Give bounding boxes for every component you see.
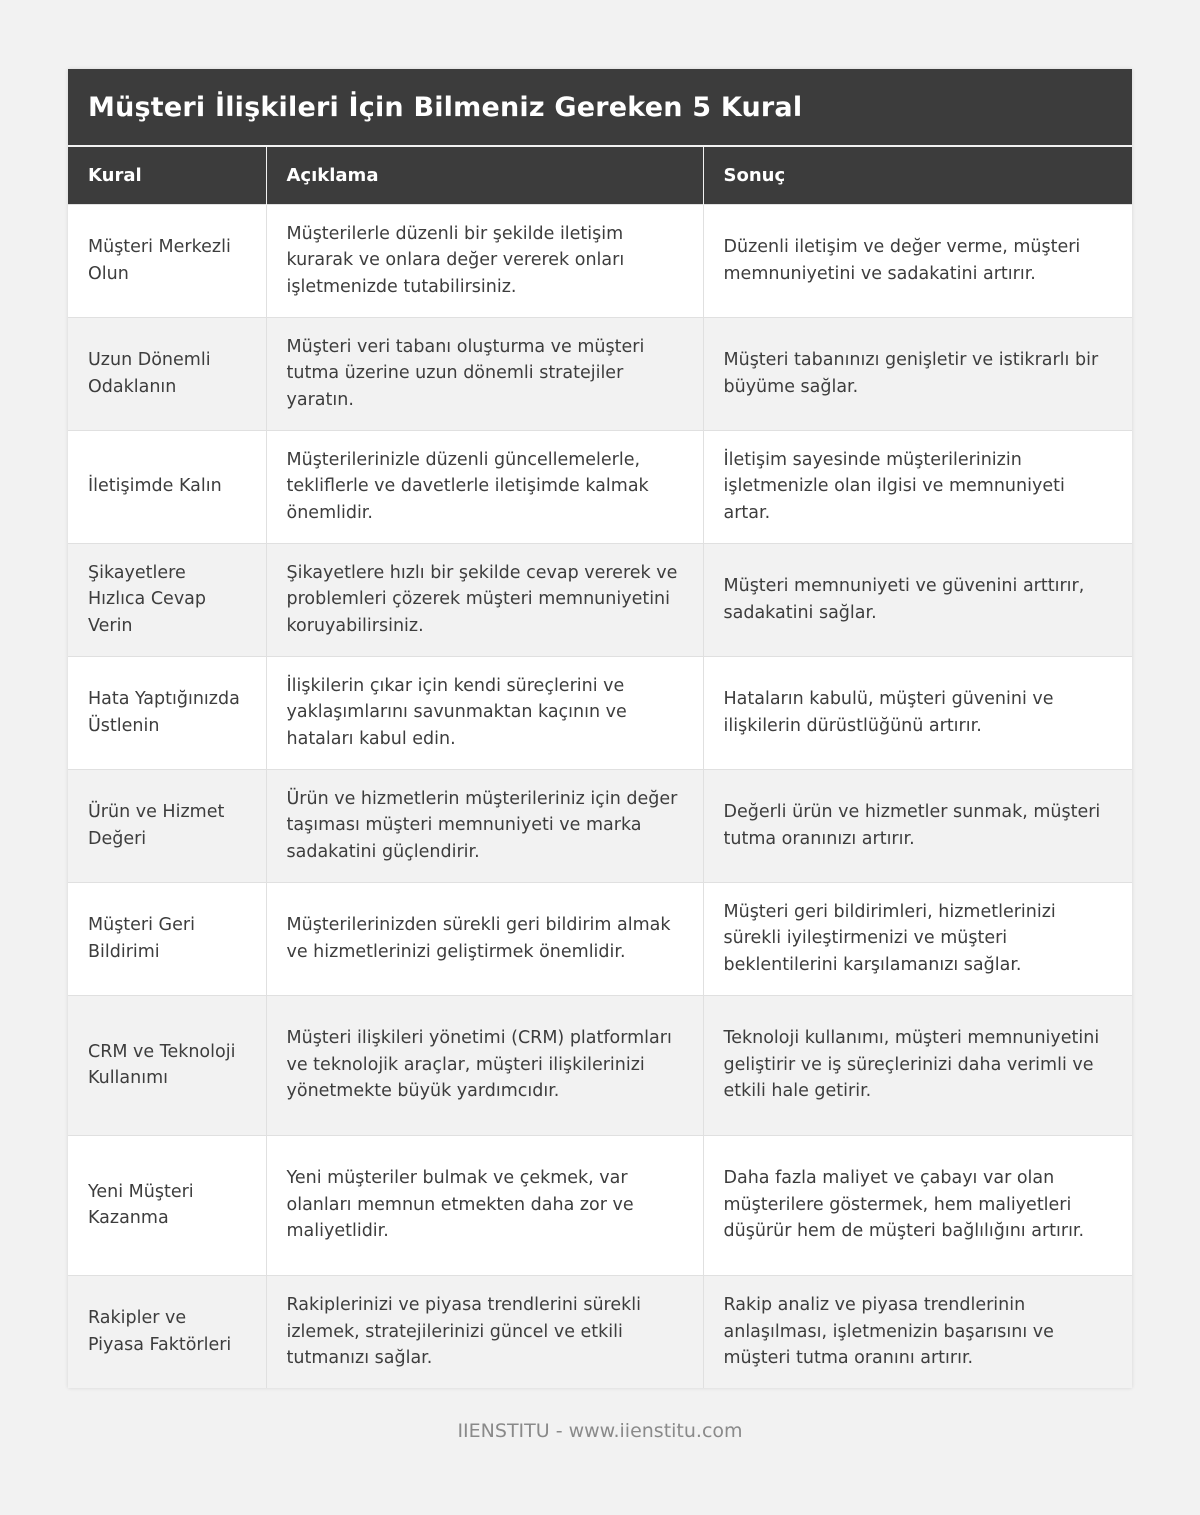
cell-kural: Yeni Müşteri Kazanma xyxy=(68,1135,266,1275)
column-header-kural: Kural xyxy=(68,146,266,204)
cell-kural: Ürün ve Hizmet Değeri xyxy=(68,769,266,882)
cell-kural: Şikayetlere Hızlıca Cevap Verin xyxy=(68,543,266,656)
cell-sonuc: İletişim sayesinde müşterilerinizin işletmenizle olan ilgisi ve memnuniyeti artar. xyxy=(703,430,1132,543)
table-row xyxy=(68,1135,1132,1275)
cell-aciklama: Yeni müşteriler bulmak ve çekmek, var olanları memnun etmekten daha zor ve maliyetlidir. xyxy=(266,1135,703,1275)
cell-sonuc: Müşteri geri bildirimleri, hizmetlerinizi sürekli iyileştirmenizi ve müşteri beklentilerini karşılamanızı sağlar. xyxy=(703,882,1132,995)
cell-aciklama: Şikayetlere hızlı bir şekilde cevap vererek ve problemleri çözerek müşteri memnuniyetini koruyabilirsiniz. xyxy=(266,543,703,656)
table-row xyxy=(68,656,1132,769)
table-row xyxy=(68,430,1132,543)
column-header-aciklama: Açıklama xyxy=(266,146,703,204)
rules-table-card xyxy=(68,69,1132,1388)
cell-sonuc: Müşteri memnuniyeti ve güvenini arttırır, sadakatini sağlar. xyxy=(703,543,1132,656)
cell-aciklama: Müşterilerle düzenli bir şekilde iletişim kurarak ve onlara değer vererek onları işletmenizde tutabilirsiniz. xyxy=(266,204,703,317)
table-row xyxy=(68,769,1132,882)
cell-aciklama: Rakiplerinizi ve piyasa trendlerini sürekli izlemek, stratejilerinizi güncel ve etkili tutmanızı sağlar. xyxy=(266,1275,703,1388)
cell-kural: CRM ve Teknoloji Kullanımı xyxy=(68,995,266,1135)
cell-aciklama: Müşteri veri tabanı oluşturma ve müşteri tutma üzerine uzun dönemli stratejiler yaratın. xyxy=(266,317,703,430)
cell-aciklama: İlişkilerin çıkar için kendi süreçlerini ve yaklaşımlarını savunmaktan kaçının ve hataları kabul edin. xyxy=(266,656,703,769)
cell-sonuc: Daha fazla maliyet ve çabayı var olan müşterilere göstermek, hem maliyetleri düşürür hem de müşteri bağlılığını artırır. xyxy=(703,1135,1132,1275)
rules-table xyxy=(68,145,1132,1388)
cell-aciklama: Müşterilerinizden sürekli geri bildirim almak ve hizmetlerinizi geliştirmek önemlidir. xyxy=(266,882,703,995)
cell-kural: Müşteri Geri Bildirimi xyxy=(68,882,266,995)
page-title: Müşteri İlişkileri İçin Bilmeniz Gereken 5 Kural xyxy=(88,91,803,123)
cell-kural: İletişimde Kalın xyxy=(68,430,266,543)
cell-aciklama: Müşterilerinizle düzenli güncellemelerle, tekliflerle ve davetlerle iletişimde kalmak önemlidir. xyxy=(266,430,703,543)
table-row xyxy=(68,882,1132,995)
cell-aciklama: Ürün ve hizmetlerin müşterileriniz için değer taşıması müşteri memnuniyeti ve marka sadakatini güçlendirir. xyxy=(266,769,703,882)
cell-sonuc: Rakip analiz ve piyasa trendlerinin anlaşılması, işletmenizin başarısını ve müşteri tutma oranını artırır. xyxy=(703,1275,1132,1388)
title-bar xyxy=(68,69,1132,145)
cell-sonuc: Müşteri tabanınızı genişletir ve istikrarlı bir büyüme sağlar. xyxy=(703,317,1132,430)
footer-credit: IIENSTITU - www.iienstitu.com xyxy=(457,1420,743,1442)
cell-kural: Uzun Dönemli Odaklanın xyxy=(68,317,266,430)
cell-aciklama: Müşteri ilişkileri yönetimi (CRM) platformları ve teknolojik araçlar, müşteri ilişkilerinizi yönetmekte büyük yardımcıdır. xyxy=(266,995,703,1135)
cell-kural: Hata Yaptığınızda Üstlenin xyxy=(68,656,266,769)
column-header-sonuc: Sonuç xyxy=(703,146,1132,204)
table-row xyxy=(68,995,1132,1135)
table-row xyxy=(68,1275,1132,1388)
cell-kural: Rakipler ve Piyasa Faktörleri xyxy=(68,1275,266,1388)
cell-sonuc: Teknoloji kullanımı, müşteri memnuniyetini geliştirir ve iş süreçlerinizi daha verimli ve etkili hale getirir. xyxy=(703,995,1132,1135)
table-row xyxy=(68,543,1132,656)
cell-sonuc: Değerli ürün ve hizmetler sunmak, müşteri tutma oranınızı artırır. xyxy=(703,769,1132,882)
cell-sonuc: Hataların kabulü, müşteri güvenini ve ilişkilerin dürüstlüğünü artırır. xyxy=(703,656,1132,769)
table-row xyxy=(68,317,1132,430)
cell-kural: Müşteri Merkezli Olun xyxy=(68,204,266,317)
table-header-row xyxy=(68,146,1132,204)
table-row xyxy=(68,204,1132,317)
cell-sonuc: Düzenli iletişim ve değer verme, müşteri memnuniyetini ve sadakatini artırır. xyxy=(703,204,1132,317)
